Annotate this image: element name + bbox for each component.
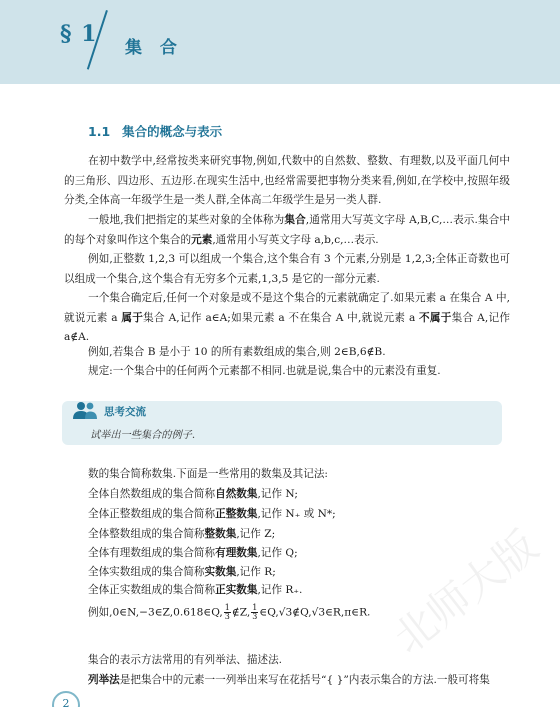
term-not-belongs: 不属于 bbox=[418, 311, 452, 324]
paragraph-membership: 一个集合确定后,任何一个对象是或不是这个集合的元素就确定了.如果元素 a 在集合 A 中,就说元素 a 属于集合 A,记作 a∈A;如果元素 a 不在集合 A 中,就说元素 a 不属于集合 A,记作 a∉A. bbox=[64, 292, 510, 343]
paragraph-intro: 在初中数学中,经常按类来研究事物,例如,代数中的自然数、整数、有理数,以及平面几何中的三角形、四边形、五边形.在现实生活中,也经常需要把事物分类来看,例如,在学校中,按照年级分类,全体高一年级学生是一类人群,全体高二年级学生是另一类人群. bbox=[64, 155, 510, 206]
subsection-number: 1.1 bbox=[88, 124, 111, 139]
number-set-line: 全体自然数组成的集合简称自然数集,记作 N; bbox=[88, 488, 298, 500]
term-belongs: 属于 bbox=[121, 311, 144, 324]
subsection-title: 集合的概念与表示 bbox=[122, 124, 223, 139]
enumeration-method: 列举法是把集合中的元素一一列举出来写在花括号“{ }”内表示集合的方法.一般可将集 bbox=[88, 674, 490, 686]
number-set-line: 全体实数组成的集合简称实数集,记作 R; bbox=[88, 566, 276, 578]
number-set-line: 全体正实数组成的集合简称正实数集,记作 R₊. bbox=[88, 584, 303, 596]
section-title: 集 合 bbox=[125, 38, 183, 58]
number-set-line: 全体正整数组成的集合简称正整数集,记作 N₊ 或 N*; bbox=[88, 508, 336, 520]
paragraph-example-integers: 例如,正整数 1,2,3 可以组成一个集合,这个集合有 3 个元素,分别是 1,2,3;全体正奇数也可以组成一个集合,这个集合有无穷多个元素,1,3,5 是它的一部分元素. bbox=[64, 253, 510, 285]
people-icon bbox=[72, 401, 98, 419]
number-set-line: 全体整数组成的集合简称整数集,记作 Z; bbox=[88, 528, 276, 540]
number-sets-intro: 数的集合简称数集.下面是一些常用的数集及其记法: bbox=[88, 468, 328, 480]
section-number: § 1 bbox=[60, 21, 98, 47]
think-discuss-header bbox=[62, 401, 502, 421]
think-discuss-label: 思考交流 bbox=[104, 406, 146, 418]
membership-examples: 例如,0∈N,−3∈Z,0.618∈Q, $\frac{1}{3}$ ∉Z, $\frac{1}{3}$ ∈Q,√3∉Q,√3∈R,π∈R. bbox=[88, 603, 371, 621]
fraction-one-third: $\frac{1}{3}$ bbox=[224, 603, 230, 621]
publisher-watermark: 北师大版 bbox=[384, 520, 547, 663]
representation-methods: 集合的表示方法常用的有列举法、描述法. bbox=[88, 654, 283, 666]
paragraph-example-primes: 例如,若集合 B 是小于 10 的所有素数组成的集合,则 2∈B,6∉B. bbox=[88, 346, 386, 358]
term-element: 元素 bbox=[191, 233, 213, 246]
fraction-one-third: $\frac{1}{3}$ bbox=[252, 603, 258, 621]
paragraph-rule: 规定:一个集合中的任何两个元素都不相同.也就是说,集合中的元素没有重复. bbox=[88, 365, 441, 377]
think-discuss-text: 试举出一些集合的例子. bbox=[90, 430, 196, 441]
number-set-line: 全体有理数组成的集合简称有理数集,记作 Q; bbox=[88, 547, 298, 559]
page-number: 2 bbox=[52, 691, 80, 707]
term-set: 集合 bbox=[284, 214, 306, 226]
subsection-heading bbox=[88, 122, 222, 140]
paragraph-definition: 一般地,我们把指定的某些对象的全体称为集合,通常用大写英文字母 A,B,C,…表示.集合中的每个对象叫作这个集合的元素,通常用小写英文字母 a,b,c,…表示. bbox=[64, 214, 511, 246]
